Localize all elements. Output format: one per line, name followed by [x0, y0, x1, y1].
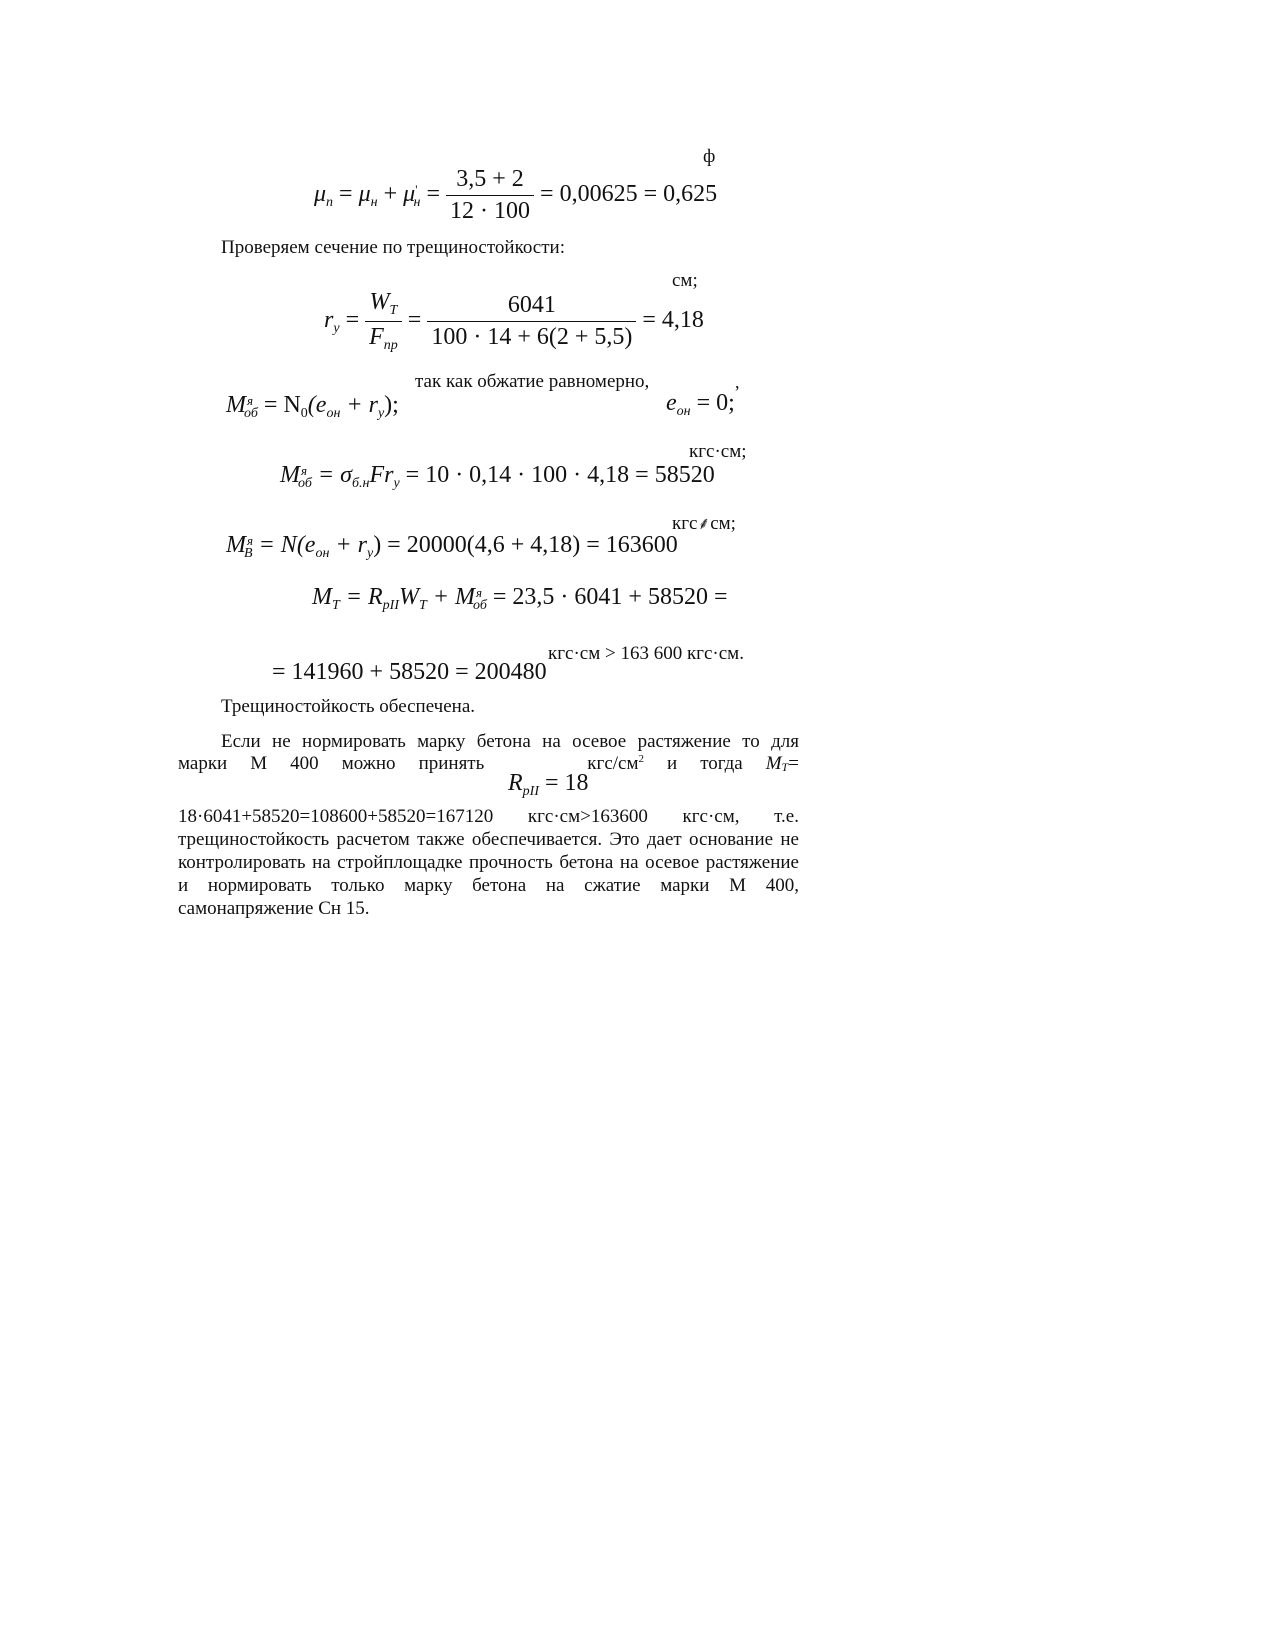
- para1-w8: тогда: [700, 753, 743, 774]
- eq8-R: R: [508, 770, 523, 796]
- eq2-f1-den: F: [369, 324, 384, 350]
- eq6-W-sub: T: [418, 598, 427, 613]
- equation-moment-compression: [226, 392, 399, 422]
- eq5-rhs-b: + r: [329, 532, 367, 558]
- eq3-eccentricity: [666, 390, 735, 420]
- eq2-unit: см;: [672, 270, 698, 291]
- eq5-M-sub: B: [244, 546, 253, 561]
- eq3-e-sub: он: [676, 404, 691, 419]
- eq3-rhs-b: (e: [307, 392, 327, 418]
- para1-line2: [178, 753, 799, 775]
- eq6-W: W: [398, 584, 419, 610]
- para1-w5: принять: [418, 753, 485, 774]
- eq5-unit-b: см;: [710, 513, 736, 534]
- eq6-M-sub: T: [332, 598, 340, 613]
- eq3-rhs-a: = N: [263, 392, 301, 418]
- eq3-rhs-a-sub: 0: [300, 406, 308, 421]
- eq8-rhs: = 18: [539, 770, 589, 796]
- eq5-unit-glyph: ⸙: [697, 514, 711, 533]
- para1-w6-sup: 2: [638, 753, 644, 765]
- eq4-M-sup: я: [301, 463, 308, 478]
- eq3-e: e: [666, 390, 677, 416]
- eq6-M: M: [312, 584, 332, 610]
- eq3-rhs-c: + r: [340, 392, 378, 418]
- eq6-M2: + M: [426, 584, 475, 610]
- equation-reinforcement-ratio: $\mu_n = \mu_н + \mu'_н$ = $\frac{3,5 + 2}{12 \cdot 100}$ = 0,00625 = 0,625: [314, 166, 718, 224]
- eq3-M: M: [226, 392, 246, 418]
- eq3-M-sup: я: [247, 393, 254, 408]
- eq6-result: = 23,5 · 6041 + 58520 =: [486, 584, 728, 610]
- eq5-unit-a: кгс: [672, 513, 698, 534]
- eq1-lhs-sub: n: [326, 195, 334, 211]
- eq2-f2-den: 100 · 14 + 6(2 + 5,5): [427, 321, 636, 351]
- eq2-lhs-sub: y: [333, 321, 340, 337]
- equation-core-distance: $r_y$ = $\frac{W_T}{F_{пр}}$ = $\frac{6041}{100 \cdot 14 + 6(2 + 5,5)}$ = 4,18: [324, 289, 704, 353]
- eq5-M: M: [226, 532, 246, 558]
- para2-text: 18·6041+58520=108600+58520=167120 кгс·см>163600 кгс·см, т.е. трещиностойкость расчетом также обеспечивается. Это дает основание не контролировать на стройплощадке прочность бетона на осевое растяжение и нормировать только марку бетона на сжатие марки М 400, самонапряжение Сн 15.: [178, 806, 799, 919]
- eq1-term2-sub: н: [413, 195, 421, 211]
- para1-w2: М: [250, 753, 268, 774]
- eq3-rhs-d: );: [384, 392, 399, 418]
- eq6-M2-sup: я: [475, 585, 483, 600]
- eq4-Fr-sub: y: [393, 476, 400, 491]
- eq4-M: M: [280, 462, 300, 488]
- text-crack-ok: Трещиностойкость обеспечена.: [221, 696, 476, 717]
- equation-R-value: [508, 770, 589, 800]
- equation-moment-T: [312, 584, 727, 614]
- eq4-unit: кгс·см;: [689, 441, 747, 462]
- eq3-tick: ,: [735, 372, 740, 392]
- eq2-fraction2: [427, 292, 636, 351]
- eq8-R-sub: pII: [522, 784, 539, 799]
- para1-w9: M: [765, 753, 782, 774]
- eq3-note: так как обжатие равномерно,: [415, 371, 650, 392]
- eq4-result: = 10 · 0,14 · 100 · 4,18 = 58520: [399, 462, 715, 488]
- eq1-term1: μ: [358, 181, 371, 208]
- eq6-R-sub: pII: [382, 598, 399, 613]
- para1-w1: марки: [178, 753, 228, 774]
- eq5-result: ) = 20000(4,6 + 4,18) = 163600: [373, 532, 678, 558]
- eq4-M-sub: об: [298, 476, 312, 491]
- para1-line1: Если не нормировать марку бетона на осевое растяжение то для: [221, 731, 799, 752]
- eq4-Fr: Fr: [369, 462, 394, 488]
- para1-w4: можно: [341, 753, 396, 774]
- equation-moment-sigma: [280, 462, 715, 492]
- eq2-result: = 4,18: [642, 307, 704, 334]
- eq2-f1-den-sub: пр: [383, 338, 398, 353]
- eq1-numerator: 3,5 + 2: [456, 166, 524, 192]
- eq3-rhs-c-sub: y: [377, 406, 385, 421]
- eq4-sigma-sub: б.н: [351, 476, 370, 491]
- eq1-fraction: [446, 166, 534, 225]
- text-crack-check: Проверяем сечение по трещиностойкости:: [221, 237, 565, 258]
- eq1-result: = 0,00625 = 0,625: [540, 181, 718, 208]
- eq5-rhs-a-sub: он: [315, 546, 330, 561]
- eq5-rhs-a: = N(e: [258, 532, 316, 558]
- para1-w6: кгс/см: [587, 753, 639, 774]
- eq1-unit: ф: [703, 146, 716, 167]
- eq1-term1-sub: н: [370, 195, 378, 211]
- eq1-term2: μ: [403, 181, 416, 208]
- eq7-unit: кгс·см > 163 600 кгс·см.: [548, 643, 744, 664]
- para1-w7: и: [667, 753, 678, 774]
- eq2-f1-num: W: [369, 289, 390, 315]
- eq2-f2-num: 6041: [507, 292, 556, 318]
- eq2-lhs: r: [324, 307, 334, 334]
- para1-w3: 400: [290, 753, 319, 774]
- eq2-f1-num-sub: T: [389, 303, 398, 318]
- eq5-M-sup: я: [247, 533, 254, 548]
- eq1-term2-prime: ': [415, 182, 418, 198]
- eq3-M-sub: об: [244, 406, 258, 421]
- eq2-fraction1: [365, 289, 402, 354]
- para1-w9-sub: T: [781, 760, 789, 774]
- eq6-M2-sub: об: [473, 598, 487, 613]
- eq1-lhs: μ: [314, 181, 327, 208]
- eq5-rhs-b-sub: y: [366, 546, 374, 561]
- eq3-rhs-b-sub: он: [326, 406, 341, 421]
- eq1-denominator: 12 · 100: [446, 195, 534, 225]
- para1-w10: =: [788, 753, 799, 774]
- eq5-unit: [672, 511, 736, 535]
- eq6-R: = R: [345, 584, 383, 610]
- eq7-result: = 141960 + 58520 = 200480: [272, 659, 547, 685]
- equation-moment-B: [226, 532, 678, 562]
- eq3-e-rhs: = 0;: [696, 390, 735, 416]
- eq4-sigma: = σ: [317, 462, 352, 488]
